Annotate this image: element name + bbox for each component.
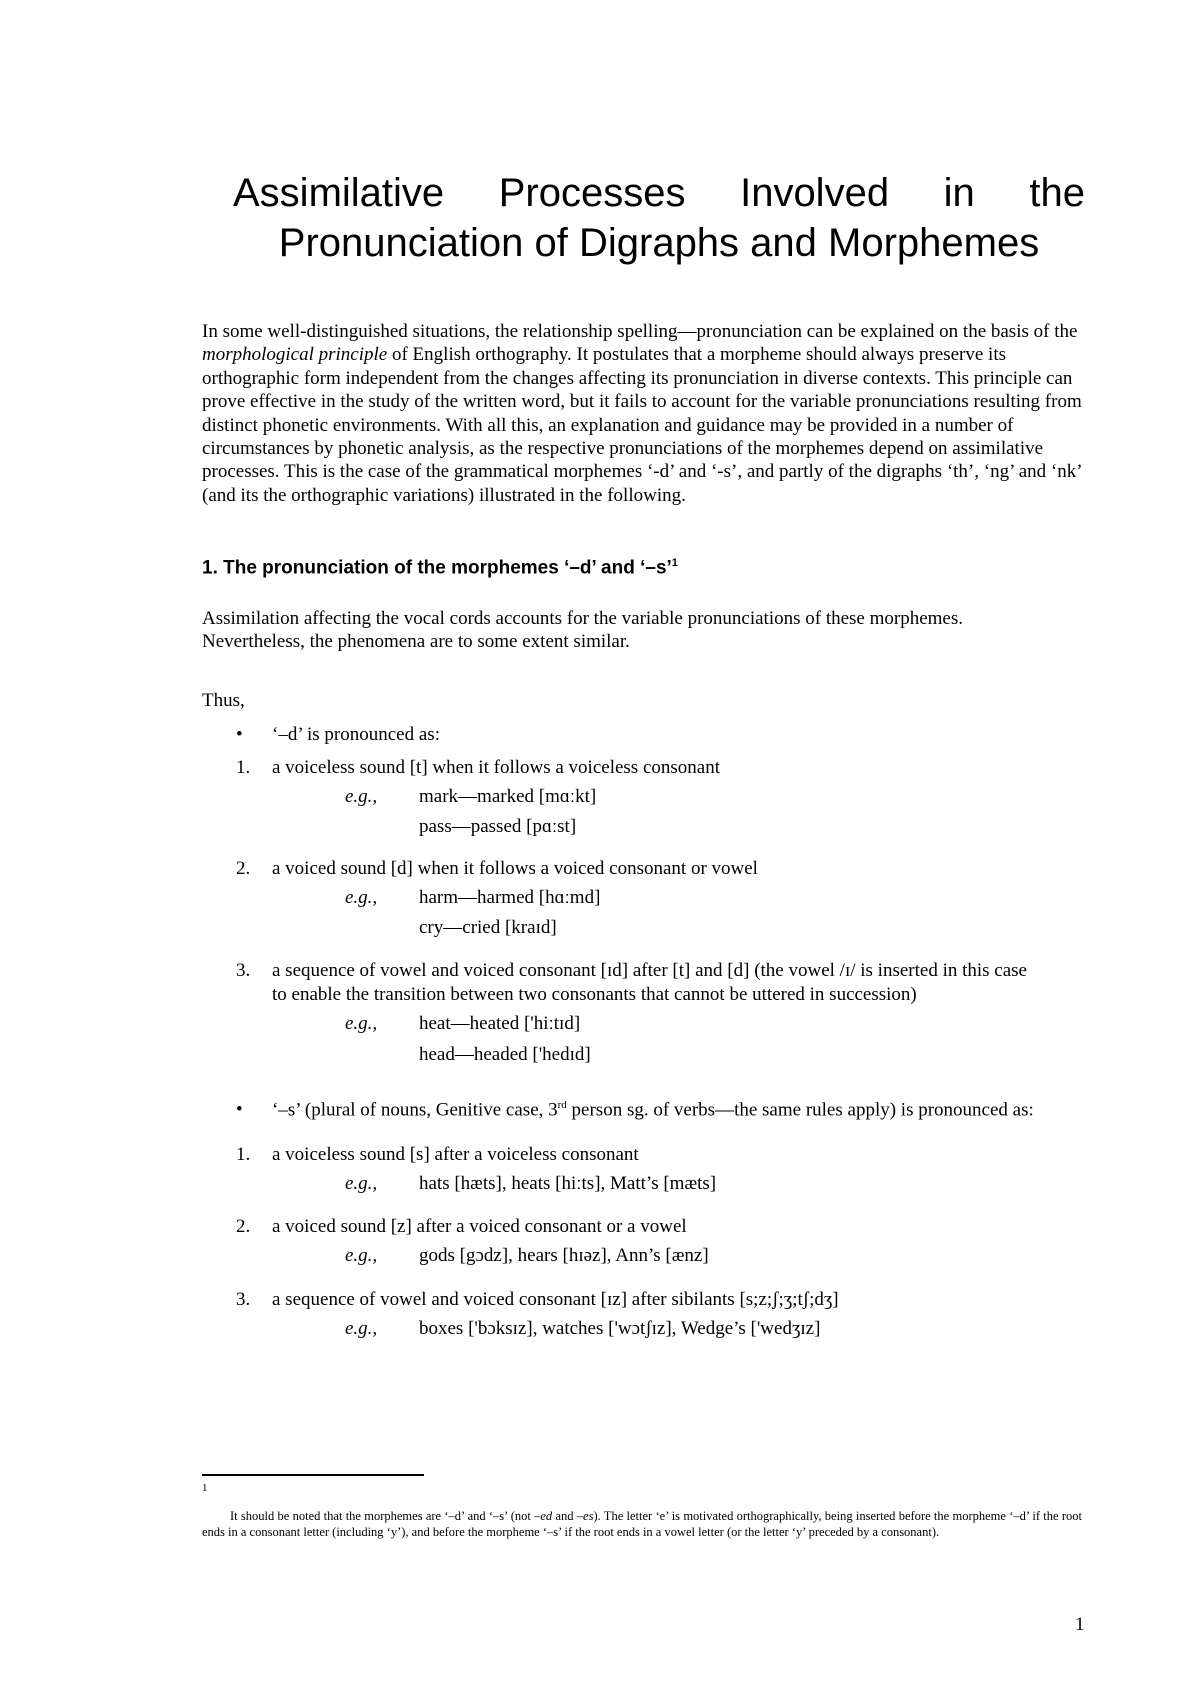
bullet-d-text: ‘–d’ is pronounced as: bbox=[272, 724, 440, 745]
intro-italic-term: morphological principle bbox=[202, 344, 388, 366]
footnote-part-1: It should be noted that the morphemes are ‘–d’ and ‘–s’ (not bbox=[230, 1509, 535, 1523]
s-item-3-example: boxes ['bɔksɪz], watches ['wɔtʃɪz], Wedge’s ['wedʒɪz] bbox=[419, 1318, 821, 1339]
section-heading-text: 1. The pronunciation of the morphemes ‘–d’ and ‘–s’ bbox=[202, 557, 672, 579]
s-item-2-text: a voiced sound [z] after a voiced consonant or a vowel bbox=[272, 1216, 687, 1237]
d-item-2-eg: e.g., bbox=[345, 887, 378, 908]
d-item-2-text: a voiced sound [d] when it follows a voiced consonant or vowel bbox=[272, 858, 758, 879]
s-item-2-example: gods [gɔdz], hears [hɪəz], Ann’s [ænz] bbox=[419, 1245, 709, 1266]
d-item-3-text-line-2: to enable the transition between two consonants that cannot be uttered in succession) bbox=[272, 984, 917, 1005]
s-item-3-number: 3. bbox=[236, 1289, 251, 1310]
bullet-d: • bbox=[236, 724, 243, 745]
document-title bbox=[233, 168, 1085, 268]
s-item-3-eg: e.g., bbox=[345, 1318, 378, 1339]
footnote-ref[interactable]: 1 bbox=[671, 557, 678, 569]
footnote-italic-1: –ed bbox=[534, 1509, 553, 1523]
footnote-divider bbox=[202, 1474, 424, 1476]
thus-label: Thus, bbox=[202, 690, 245, 711]
s-item-2-number: 2. bbox=[236, 1216, 251, 1237]
title-line-1: Assimilative Processes Involved in the bbox=[233, 171, 1085, 215]
footnote-mark: 1 bbox=[202, 1482, 208, 1494]
d-item-3-number: 3. bbox=[236, 960, 251, 981]
section-heading bbox=[202, 557, 678, 579]
intro-text-2: of English orthography. It postulates that a morpheme should always preserve its orthographic form independent from the changes affecting its pronunciation in diverse contexts. This principle can prove effective in the study of the written word, but it fails to account for the variable pronunciations resulting from distinct phonetic environments. With all this, an explanation and guidance may be provided in a number of circumstances by phonetic analysis, as the respective pronunciations of the morphemes depend on assimilative processes. This is the case of the grammatical morphemes ‘-d’ and ‘-s’, and partly of the digraphs ‘th’, ‘ng’ and ‘nk’ (and its the orthographic variations) illustrated in the following. bbox=[202, 344, 1082, 506]
title-line-2: Pronunciation of Digraphs and Morphemes bbox=[278, 221, 1040, 265]
footnote-part-3: ). The letter ‘e’ is motivated orthographically, being inserted before the morpheme ‘–d’ if the root ends in a consonant letter (including ‘y’), and before the morpheme ‘–s’ if the root ends in a vowel letter (or the letter ‘y’ preceded by a consonant). bbox=[202, 1509, 1082, 1539]
d-item-2-example-2: cry—cried [kraɪd] bbox=[419, 917, 557, 938]
d-item-1-eg: e.g., bbox=[345, 786, 378, 807]
footnote-text bbox=[202, 1508, 1082, 1540]
d-item-2-number: 2. bbox=[236, 858, 251, 879]
s-item-1-number: 1. bbox=[236, 1144, 251, 1165]
s-item-2-eg: e.g., bbox=[345, 1245, 378, 1266]
d-item-1-number: 1. bbox=[236, 757, 251, 778]
bullet-s: • bbox=[236, 1099, 243, 1120]
section-paragraph-line-1: Assimilation affecting the vocal cords accounts for the variable pronunciations of these morphemes. bbox=[202, 608, 964, 629]
intro-paragraph bbox=[202, 320, 1084, 507]
d-item-3-text-line-1: a sequence of vowel and voiced consonant [ɪd] after [t] and [d] (the vowel /ɪ/ is inserted in this case bbox=[272, 960, 1027, 981]
d-item-3-eg: e.g., bbox=[345, 1013, 378, 1034]
bullet-s-text bbox=[272, 1099, 1034, 1121]
page-number: 1 bbox=[1075, 1614, 1085, 1635]
s-item-1-text: a voiceless sound [s] after a voiceless consonant bbox=[272, 1144, 639, 1165]
bullet-s-text-1: ‘–s’ (plural of nouns, Genitive case, 3 bbox=[272, 1099, 558, 1121]
section-paragraph bbox=[202, 607, 1082, 654]
d-item-1-example-1: mark—marked [mɑːkt] bbox=[419, 786, 597, 807]
footnote-part-2: and bbox=[552, 1509, 577, 1523]
d-item-3-example-1: heat—heated ['hiːtɪd] bbox=[419, 1013, 581, 1034]
d-item-3-example-2: head—headed ['hedɪd] bbox=[419, 1044, 591, 1065]
d-item-2-example-1: harm—harmed [hɑːmd] bbox=[419, 887, 601, 908]
d-item-1-example-2: pass—passed [pɑːst] bbox=[419, 816, 577, 837]
section-paragraph-line-2: Nevertheless, the phenomena are to some extent similar. bbox=[202, 631, 630, 653]
s-item-1-example: hats [hæts], heats [hiːts], Matt’s [mæts] bbox=[419, 1173, 717, 1194]
ordinal-suffix: rd bbox=[557, 1099, 567, 1111]
intro-text-1: In some well-distinguished situations, the relationship spelling—pronunciation can be explained on the basis of the bbox=[202, 321, 1078, 342]
d-item-1-text: a voiceless sound [t] when it follows a voiceless consonant bbox=[272, 757, 720, 778]
footnote-italic-2: –es bbox=[576, 1509, 594, 1523]
bullet-s-text-2: person sg. of verbs—the same rules apply) is pronounced as: bbox=[566, 1099, 1034, 1121]
s-item-1-eg: e.g., bbox=[345, 1173, 378, 1194]
s-item-3-text: a sequence of vowel and voiced consonant [ɪz] after sibilants [s;z;ʃ;ʒ;tʃ;dʒ] bbox=[272, 1289, 839, 1310]
